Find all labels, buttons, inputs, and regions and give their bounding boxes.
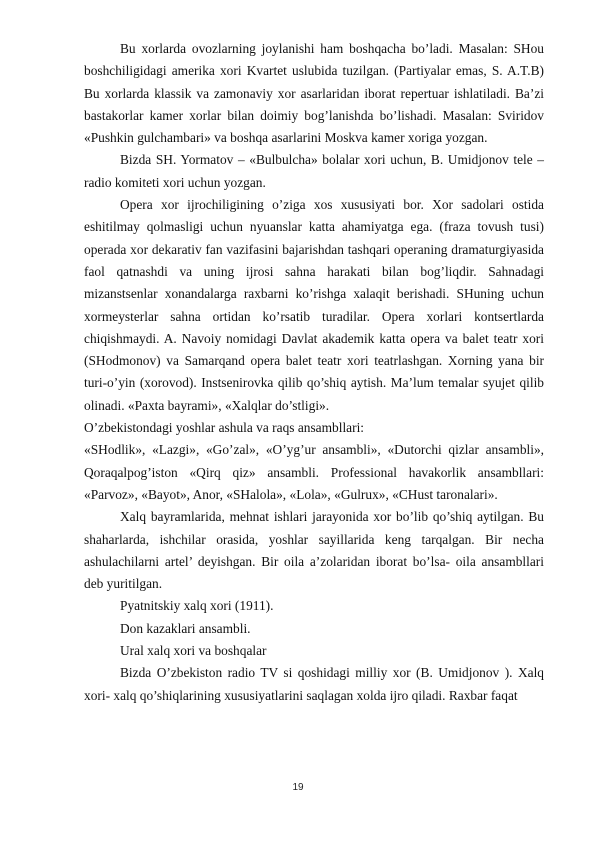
page-number: 19 — [292, 782, 304, 793]
paragraph-6: Xalq bayramlarida, mehnat ishlari jarayonida xor bo’lib qo’shiq aytilgan. Bu shaharlarda, ishchilar orasida, yoshlar sayillarida keng tarqalgan. Bir necha ashulachilarni artel’ deyishgan. Bir oila a’zolaridan iborat bo’lsa- oila ansambllari deb yuritilgan. — [84, 509, 544, 592]
paragraph-7: Pyatnitskiy xalq xori (1911). — [120, 598, 274, 614]
body-text — [84, 38, 544, 707]
paragraph-2: Bizda SH. Yormatov – «Bulbulcha» bolalar xori uchun, B. Umidjonov tele – radio komiteti xori uchun yozgan. — [84, 152, 544, 190]
paragraph-9: Ural xalq xori va boshqalar — [120, 643, 267, 659]
paragraph-4: O’zbekistondagi yoshlar ashula va raqs ansambllari: — [84, 420, 365, 436]
paragraph-10: Bizda O’zbekiston radio TV si qoshidagi milliy xor (B. Umidjonov ). Xalq xori- xalq qo’shiqlarining xususiyatlarini saqlagan xolda ijro qiladi. Raxbar faqat — [84, 665, 544, 703]
paragraph-5: «SHodlik», «Lazgi», «Go’zal», «O’yg’ur ansambli», «Dutorchi qizlar ansambli», Qoraqalpog’iston «Qirq qiz» ansambli. Professional havakorlik ansambllari: «Parvoz», «Bayot», Anor, «SHalola», «Lola», «Gulrux», «CHust taronalari». — [84, 442, 544, 502]
paragraph-1: Bu xorlarda ovozlarning joylanishi ham boshqacha bo’ladi. Masalan: SHou boshchiligidagi amerika xori Kvartet uslubida tuzilgan. (Partiyalar emas, S. A.T.B) Bu xorlarda klassik va zamonaviy xor asarlaridan iborat repertuar ishlatiladi. Ba’zi bastakorlar kamer xorlar bilan doimiy bog’lanishda bo’lishadi. Masalan: Sviridov «Pushkin gulchambari» va boshqa asarlarini Moskva kamer xoriga yozgan. — [84, 41, 544, 146]
paragraph-3: Opera xor ijrochiligining o’ziga xos xususiyati bor. Xor sadolari ostida eshitilmay qolmasligi uchun nyuanslar katta ahamiyatga ega. (fraza tovush tusi) operada xor dekarativ fan vazifasini bajarishdan tashqari operaning dramaturgiyasida faol qatnashdi va uning ijrosi sahna harakati bilan bog’liqdir. Sahnadagi mizanstsenlar xonandalarga raxbarni ko’rishga xalaqit berishadi. SHuning uchun xormeysterlar sahna ortidan ko’rsatib turadilar. Opera xorlari kontsertlarda chiqishmaydi. A. Navoiy nomidagi Davlat akademik katta opera va balet teatr xori (SHodmonov) va Samarqand opera balet teatr xori teatrlashgan. Xorning yana bir turi-o’yin (xorovod). Instsenirovka qilib qo’shiq aytish. Ma’lum temalar syujet qilib olinadi. «Paxta bayrami», «Xalqlar do’stligi». — [84, 197, 544, 413]
paragraph-8: Don kazaklari ansambli. — [120, 620, 251, 636]
